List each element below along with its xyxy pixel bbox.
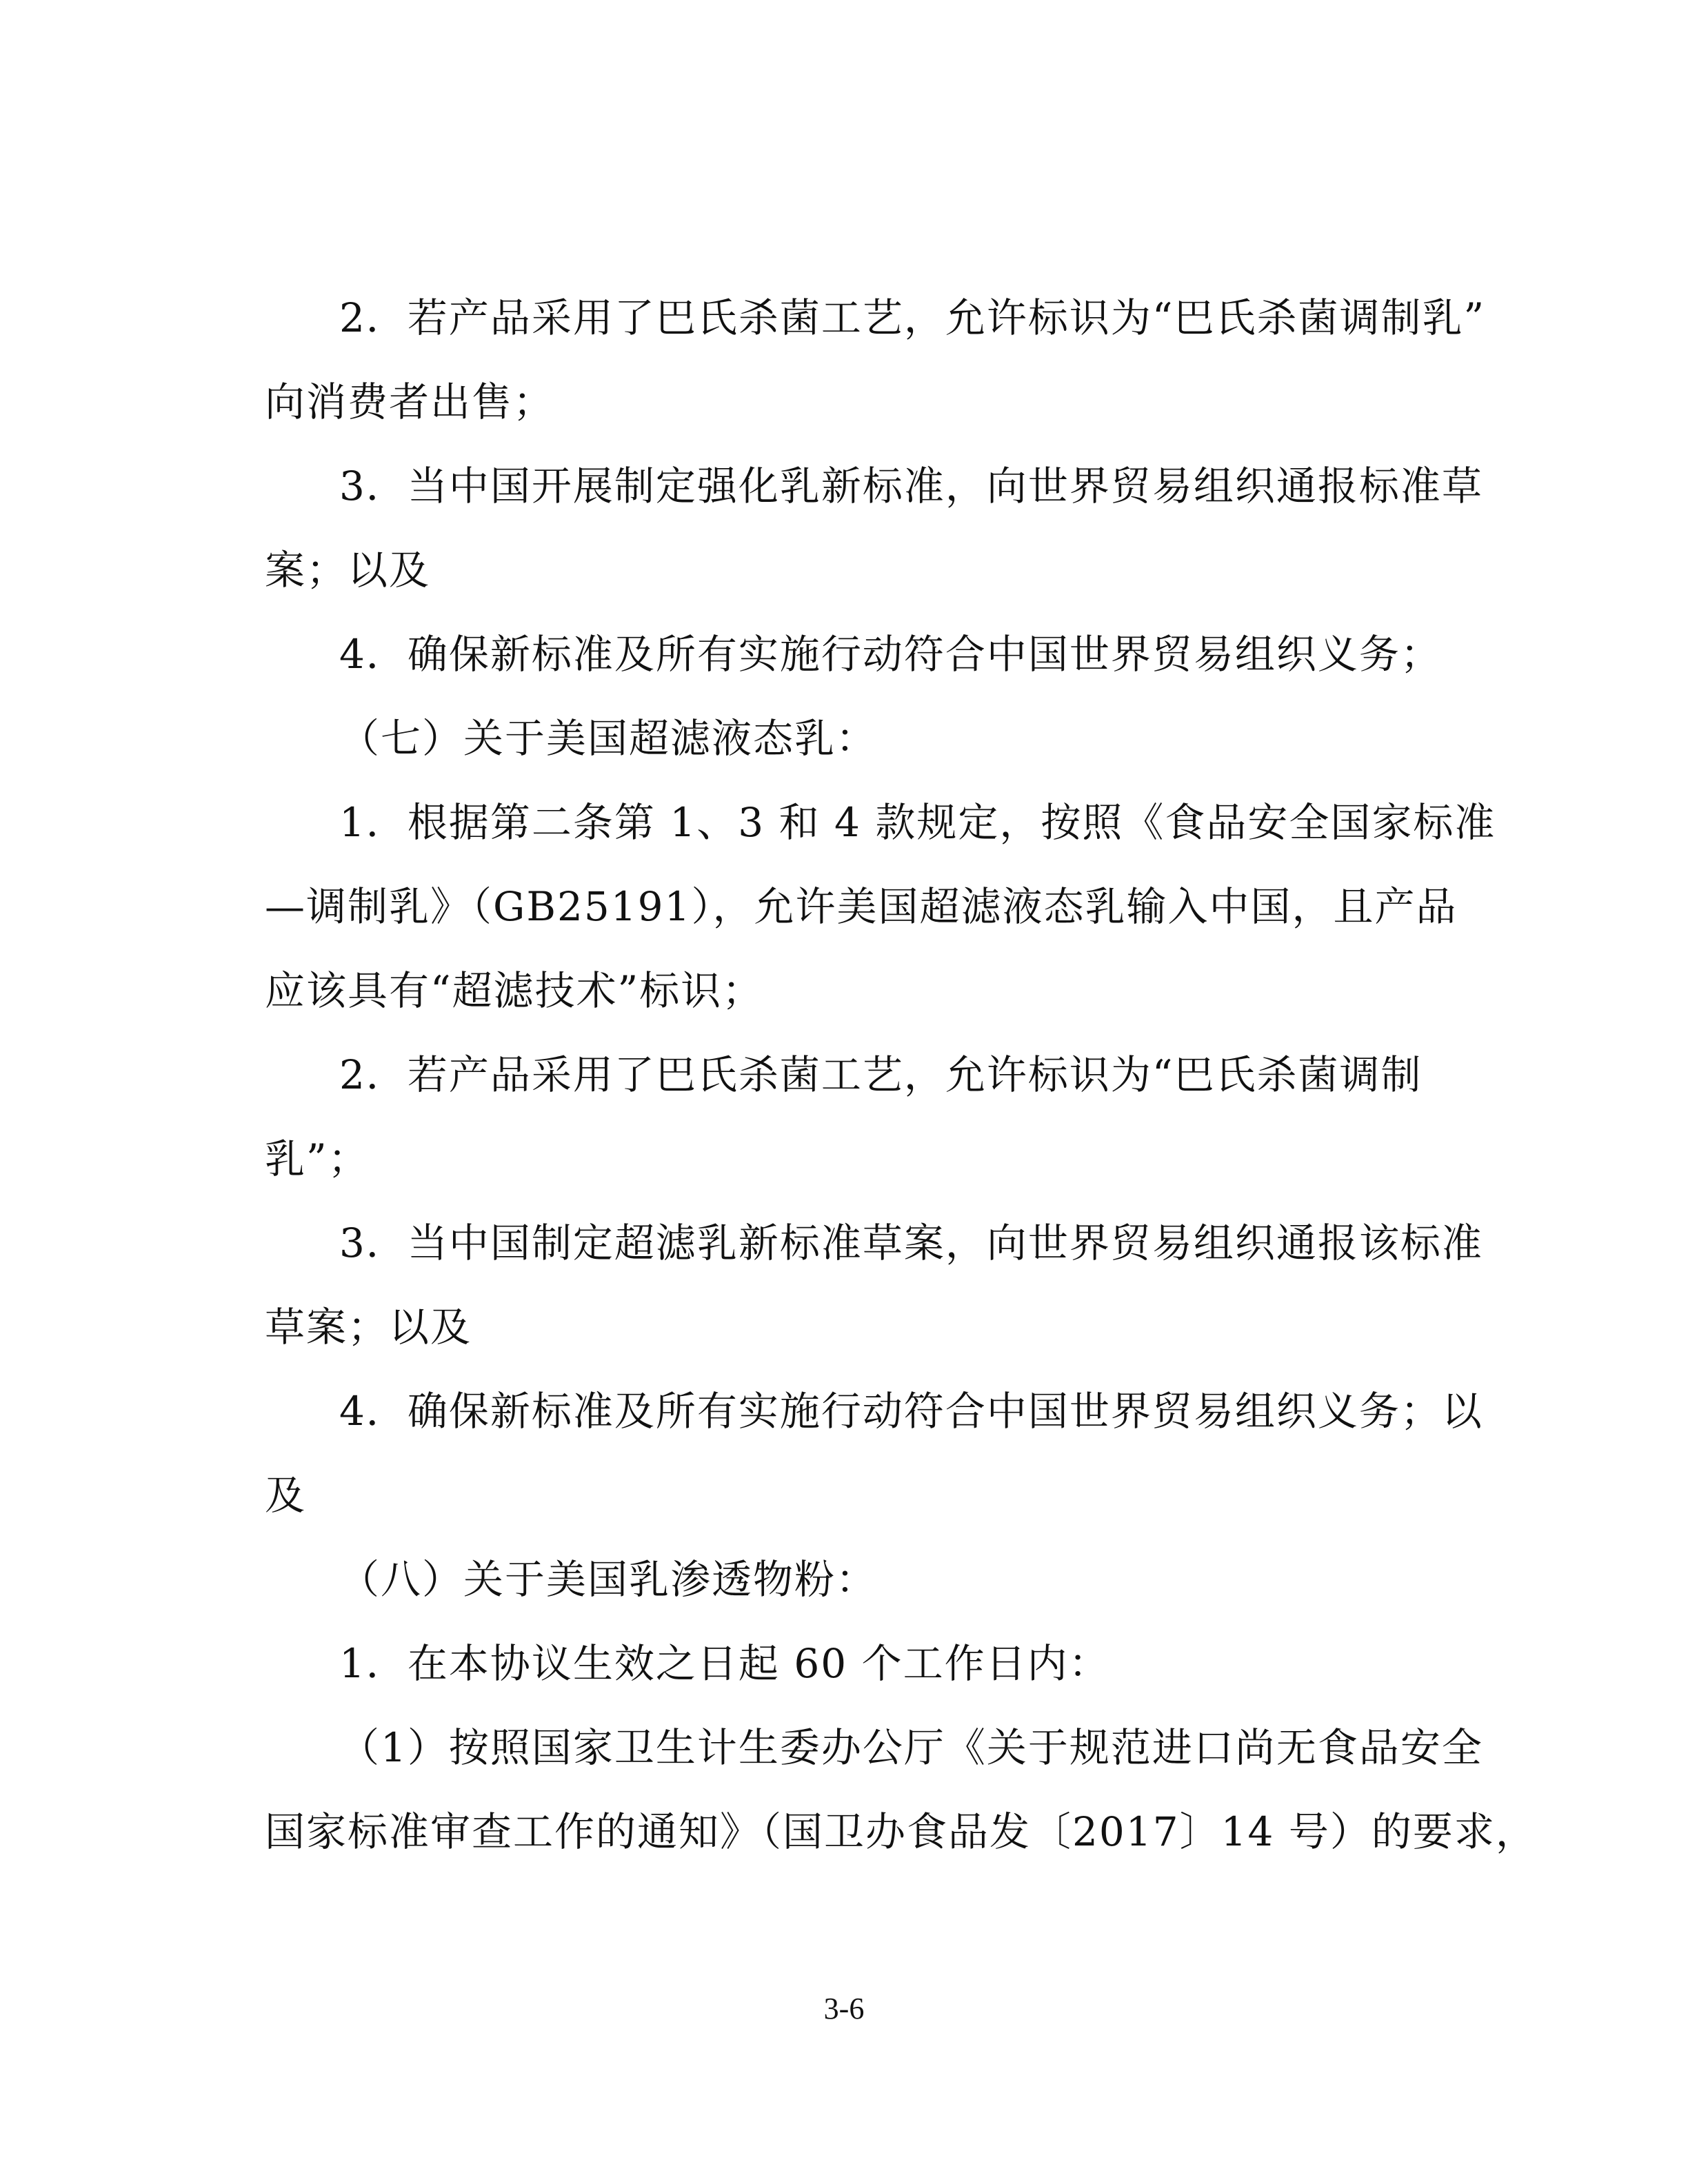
paragraph-line: 3．当中国制定超滤乳新标准草案，向世界贸易组织通报该标准 bbox=[339, 1220, 1483, 1266]
paragraph-7-1-import-permission bbox=[265, 780, 1496, 1033]
paragraph-line: —调制乳》（GB25191），允许美国超滤液态乳输入中国，且产品 bbox=[265, 883, 1458, 930]
section-heading-8-milk-permeate-powder bbox=[265, 1537, 1409, 1621]
paragraph-line: 乳”； bbox=[265, 1135, 370, 1182]
section-heading-line: （七）关于美国超滤液态乳： bbox=[339, 715, 878, 762]
paragraph-line: 2．若产品采用了巴氏杀菌工艺，允许标识为“巴氏杀菌调制乳” bbox=[339, 294, 1486, 341]
paragraph-line: （1）按照国家卫生计生委办公厅《关于规范进口尚无食品安全 bbox=[339, 1724, 1483, 1771]
section-heading-7-ultrafiltered-milk bbox=[265, 696, 1409, 780]
paragraph-line: 案；以及 bbox=[265, 547, 431, 594]
paragraph-line: 4．确保新标准及所有实施行动符合中国世界贸易组织义务；以 bbox=[339, 1388, 1483, 1435]
paragraph-line: 国家标准审查工作的通知》（国卫办食品发〔2017〕14 号）的要求， bbox=[265, 1808, 1537, 1855]
paragraph-line: 及 bbox=[265, 1472, 307, 1519]
paragraph-line: 应该具有“超滤技术”标识； bbox=[265, 967, 764, 1014]
paragraph-line: 1．在本协议生效之日起 60 个工作日内： bbox=[339, 1640, 1110, 1687]
paragraph-line: 草案；以及 bbox=[265, 1304, 472, 1351]
paragraph-line: 1．根据第二条第 1、3 和 4 款规定，按照《食品安全国家标准 bbox=[339, 799, 1496, 846]
section-heading-line: （八）关于美国乳渗透物粉： bbox=[339, 1556, 878, 1603]
paragraph-line: 4．确保新标准及所有实施行动符合中国世界贸易组织义务； bbox=[339, 631, 1442, 678]
paragraph-line: 3．当中国开展制定强化乳新标准，向世界贸易组织通报标准草 bbox=[339, 463, 1483, 509]
paragraph-3-fortified-milk-standard bbox=[265, 444, 1483, 612]
paragraph-7-2-pasteurized-label bbox=[265, 1033, 1423, 1201]
paragraph-2-pasteurized-label bbox=[265, 276, 1486, 444]
page-number: 3-6 bbox=[823, 1992, 865, 2025]
paragraph-8-1-sixty-days bbox=[265, 1621, 1409, 1706]
paragraph-4-wto-obligations bbox=[265, 612, 1442, 696]
paragraph-7-4-wto-obligations bbox=[265, 1369, 1483, 1537]
paragraph-8-1-1-notice-requirements bbox=[265, 1706, 1537, 1874]
paragraph-line: 2．若产品采用了巴氏杀菌工艺，允许标识为“巴氏杀菌调制 bbox=[339, 1051, 1423, 1098]
paragraph-line: 向消费者出售； bbox=[265, 378, 555, 425]
paragraph-7-3-ultrafiltered-standard bbox=[265, 1201, 1483, 1369]
